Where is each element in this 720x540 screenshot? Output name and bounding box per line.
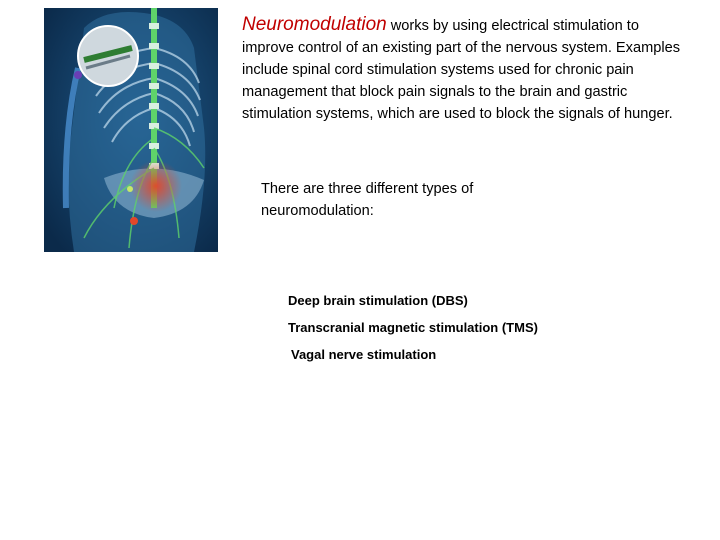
intro-paragraph [242, 14, 682, 125]
type-item-tms: Transcranial magnetic stimulation (TMS) [288, 320, 538, 335]
spinal-cord-neuromodulation-illustration [44, 8, 218, 252]
lead-rest-text: works by using electrical [390, 18, 549, 34]
intro-body-text: stimulation to improve control of an existing part of the nervous system. Examples include spinal cord stimulation systems used for chronic pain management that block pain signals to the brain and gastric stimulation systems, which are used to block the signals of hunger. [242, 18, 681, 122]
type-item-vns: Vagal nerve stimulation [291, 347, 437, 362]
types-intro-text: There are three different types of neuromodulation: [261, 181, 474, 219]
type-item-dbs: Deep brain stimulation (DBS) [288, 293, 468, 308]
lead-term: Neuromodulation [242, 14, 387, 35]
